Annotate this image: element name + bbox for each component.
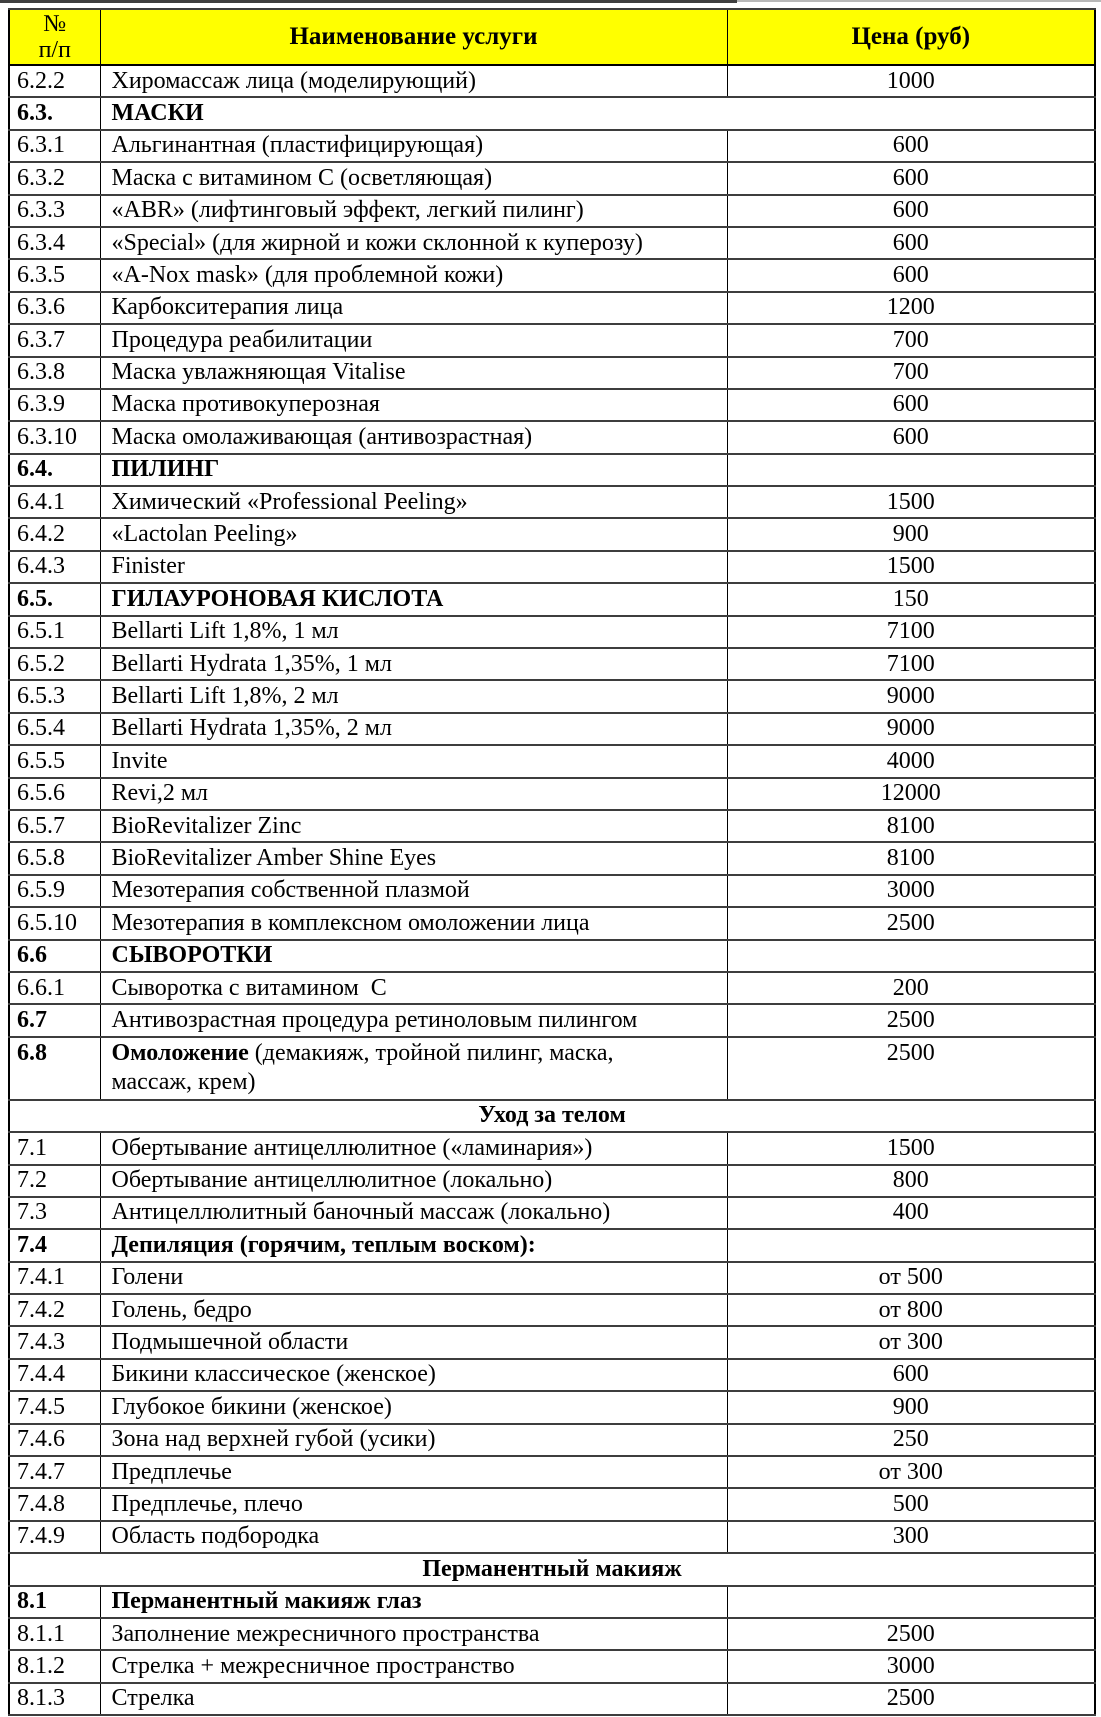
table-row	[9, 1229, 1095, 1261]
table-row	[9, 778, 1095, 810]
table-row	[9, 1037, 1095, 1100]
table-row	[9, 1618, 1095, 1650]
table-row	[9, 1004, 1095, 1036]
row-number-cell: 6.6	[9, 940, 100, 972]
price-cell: 300	[727, 1521, 1095, 1553]
price-cell: 1000	[727, 65, 1095, 97]
service-name-cell: Зона над верхней губой (усики)	[100, 1424, 727, 1456]
price-cell	[727, 940, 1095, 972]
row-number-cell: 6.3.1	[9, 130, 100, 162]
service-name-cell: Revi,2 мл	[100, 778, 727, 810]
price-cell: 200	[727, 972, 1095, 1004]
price-cell: 600	[727, 259, 1095, 291]
row-number-cell: 7.4.6	[9, 1424, 100, 1456]
table-row	[9, 1132, 1095, 1164]
price-cell: 7100	[727, 616, 1095, 648]
service-name-cell: Маска с витамином С (осветляющая)	[100, 162, 727, 194]
table-row	[9, 292, 1095, 324]
price-table	[8, 8, 1096, 1716]
row-number-cell: 6.3.5	[9, 259, 100, 291]
service-name-cell: Bellarti Hydrata 1,35%, 1 мл	[100, 648, 727, 680]
service-name-cell: Мезотерапия собственной плазмой	[100, 875, 727, 907]
table-row	[9, 1586, 1095, 1618]
table-row	[9, 259, 1095, 291]
row-number-cell: 6.3.4	[9, 227, 100, 259]
price-table-body	[9, 65, 1095, 1715]
row-number-cell: 6.5.9	[9, 875, 100, 907]
service-name-cell: Голень, бедро	[100, 1294, 727, 1326]
price-cell: 8100	[727, 810, 1095, 842]
table-row	[9, 130, 1095, 162]
price-cell: 2500	[727, 1683, 1095, 1715]
service-name-cell: Стрелка + межресничное пространство	[100, 1650, 727, 1682]
service-name-cell: Маска омолаживающая (антивозрастная)	[100, 421, 727, 453]
row-number-cell: 8.1.3	[9, 1683, 100, 1715]
price-cell: 9000	[727, 713, 1095, 745]
table-row	[9, 1326, 1095, 1358]
table-row	[9, 227, 1095, 259]
row-number-cell: 7.2	[9, 1165, 100, 1197]
service-name-cell: Альгинантная (пластифицирующая)	[100, 130, 727, 162]
table-row	[9, 357, 1095, 389]
service-name-cell: ГИЛАУРОНОВАЯ КИСЛОТА	[100, 583, 727, 615]
row-number-cell: 8.1.1	[9, 1618, 100, 1650]
service-name-cell: BioRevitalizer Zinc	[100, 810, 727, 842]
row-number-cell: 6.3.2	[9, 162, 100, 194]
row-number-cell: 6.3.6	[9, 292, 100, 324]
row-number-cell: 7.4.4	[9, 1359, 100, 1391]
service-name-cell: Глубокое бикини (женское)	[100, 1391, 727, 1423]
header-cell-price: Цена (руб)	[727, 9, 1095, 65]
row-number-cell: 6.4.1	[9, 486, 100, 518]
service-name-cell: Депиляция (горячим, теплым воском):	[100, 1229, 727, 1261]
price-cell: 7100	[727, 648, 1095, 680]
service-name-cell: Стрелка	[100, 1683, 727, 1715]
price-cell: 1500	[727, 551, 1095, 583]
price-cell: от 300	[727, 1326, 1095, 1358]
header-number-line1: №	[43, 10, 67, 37]
price-cell: 900	[727, 1391, 1095, 1423]
service-name-cell: Bellarti Lift 1,8%, 1 мл	[100, 616, 727, 648]
cropped-previous-row-border	[0, 0, 737, 3]
price-cell: 2500	[727, 1037, 1095, 1100]
service-name-cell: Предплечье	[100, 1456, 727, 1488]
price-cell: 600	[727, 1359, 1095, 1391]
service-name-cell: Bellarti Hydrata 1,35%, 2 мл	[100, 713, 727, 745]
service-name-cell: ПИЛИНГ	[100, 454, 727, 486]
table-row	[9, 972, 1095, 1004]
row-number-cell: 6.7	[9, 1004, 100, 1036]
section-band-row	[9, 1100, 1095, 1132]
table-row	[9, 875, 1095, 907]
service-name-cell: Перманентный макияж глаз	[100, 1586, 727, 1618]
price-cell: 12000	[727, 778, 1095, 810]
table-row	[9, 162, 1095, 194]
row-number-cell: 7.4.2	[9, 1294, 100, 1326]
service-name-cell: Омоложение (демакияж, тройной пилинг, маска, массаж, крем)	[100, 1037, 727, 1100]
price-cell: 250	[727, 1424, 1095, 1456]
price-cell: 9000	[727, 680, 1095, 712]
table-row	[9, 65, 1095, 97]
table-row	[9, 648, 1095, 680]
header-cell-number	[9, 9, 100, 65]
row-number-cell: 7.4	[9, 1229, 100, 1261]
price-cell: 2500	[727, 1004, 1095, 1036]
service-name-cell: Мезотерапия в комплексном омоложении лица	[100, 907, 727, 939]
row-number-cell: 6.3.9	[9, 389, 100, 421]
service-name-cell: Маска противокуперозная	[100, 389, 727, 421]
row-number-cell: 7.1	[9, 1132, 100, 1164]
table-row	[9, 1424, 1095, 1456]
row-number-cell: 6.5.4	[9, 713, 100, 745]
row-number-cell: 6.5.10	[9, 907, 100, 939]
table-row	[9, 518, 1095, 550]
price-cell: 8100	[727, 842, 1095, 874]
section-band-title: Уход за телом	[9, 1100, 1095, 1132]
table-row	[9, 1294, 1095, 1326]
table-row	[9, 616, 1095, 648]
table-row	[9, 810, 1095, 842]
row-number-cell: 8.1	[9, 1586, 100, 1618]
row-number-cell: 6.5.7	[9, 810, 100, 842]
service-name-cell: Голени	[100, 1262, 727, 1294]
service-name-cell: «Special» (для жирной и кожи склонной к куперозу)	[100, 227, 727, 259]
service-name-cell: Маска увлажняющая Vitalise	[100, 357, 727, 389]
service-name-cell: Подмышечной области	[100, 1326, 727, 1358]
row-number-cell: 6.5.5	[9, 745, 100, 777]
price-cell: 2500	[727, 1618, 1095, 1650]
service-name-cell: Предплечье, плечо	[100, 1488, 727, 1520]
row-number-cell: 7.4.9	[9, 1521, 100, 1553]
table-row	[9, 940, 1095, 972]
service-name-cell: Обертывание антицеллюлитное («ламинария»)	[100, 1132, 727, 1164]
table-row	[9, 1650, 1095, 1682]
row-number-cell: 6.2.2	[9, 65, 100, 97]
service-name-cell: Антивозрастная процедура ретиноловым пилингом	[100, 1004, 727, 1036]
price-cell	[727, 1586, 1095, 1618]
table-row	[9, 842, 1095, 874]
price-cell: 1500	[727, 1132, 1095, 1164]
table-row	[9, 1359, 1095, 1391]
row-number-cell: 6.3.7	[9, 324, 100, 356]
table-row	[9, 1165, 1095, 1197]
header-row	[9, 9, 1095, 65]
service-name-cell: Bellarti Lift 1,8%, 2 мл	[100, 680, 727, 712]
service-name-cell: Химический «Professional Peeling»	[100, 486, 727, 518]
row-number-cell: 6.5.3	[9, 680, 100, 712]
row-number-cell: 8.1.2	[9, 1650, 100, 1682]
service-name-cell: «Lactolan Peeling»	[100, 518, 727, 550]
price-cell: 700	[727, 357, 1095, 389]
service-name-cell: Invite	[100, 745, 727, 777]
price-table-header	[9, 9, 1095, 65]
row-number-cell: 7.4.1	[9, 1262, 100, 1294]
service-name-cell: Finister	[100, 551, 727, 583]
service-name-cell: Карбокситерапия лица	[100, 292, 727, 324]
table-row	[9, 1456, 1095, 1488]
table-row	[9, 421, 1095, 453]
header-cell-service-name: Наименование услуги	[100, 9, 727, 65]
table-row	[9, 324, 1095, 356]
price-cell: 1200	[727, 292, 1095, 324]
table-row	[9, 389, 1095, 421]
price-cell: 400	[727, 1197, 1095, 1229]
table-row	[9, 680, 1095, 712]
service-name-cell: Сыворотка с витамином С	[100, 972, 727, 1004]
service-name-cell: «A-Nox mask» (для проблемной кожи)	[100, 259, 727, 291]
table-row	[9, 486, 1095, 518]
service-name-cell: Хиромассаж лица (моделирующий)	[100, 65, 727, 97]
price-cell: 600	[727, 162, 1095, 194]
row-number-cell: 6.5.	[9, 583, 100, 615]
row-number-cell: 6.6.1	[9, 972, 100, 1004]
table-row	[9, 1683, 1095, 1715]
service-name-cell: Область подбородка	[100, 1521, 727, 1553]
price-cell: 600	[727, 389, 1095, 421]
row-number-cell: 6.5.6	[9, 778, 100, 810]
row-number-cell: 6.5.8	[9, 842, 100, 874]
service-name-cell: Обертывание антицеллюлитное (локально)	[100, 1165, 727, 1197]
table-row	[9, 713, 1095, 745]
table-row	[9, 1391, 1095, 1423]
price-cell	[727, 1229, 1095, 1261]
price-cell: 3000	[727, 875, 1095, 907]
service-name-cell: Антицеллюлитный баночный массаж (локально)	[100, 1197, 727, 1229]
price-cell: 700	[727, 324, 1095, 356]
row-number-cell: 6.3.8	[9, 357, 100, 389]
table-row	[9, 583, 1095, 615]
price-cell: от 300	[727, 1456, 1095, 1488]
service-name-cell: МАСКИ	[100, 97, 1095, 129]
row-number-cell: 6.3.3	[9, 195, 100, 227]
service-name-cell: СЫВОРОТКИ	[100, 940, 727, 972]
price-cell: 600	[727, 130, 1095, 162]
table-row	[9, 195, 1095, 227]
table-row	[9, 1488, 1095, 1520]
service-name-cell: «ABR» (лифтинговый эффект, легкий пилинг)	[100, 195, 727, 227]
price-cell: 500	[727, 1488, 1095, 1520]
price-cell: от 500	[727, 1262, 1095, 1294]
section-band-title: Перманентный макияж	[9, 1553, 1095, 1585]
service-name-cell: Процедура реабилитации	[100, 324, 727, 356]
table-row	[9, 1197, 1095, 1229]
row-number-cell: 7.3	[9, 1197, 100, 1229]
service-name-cell: Заполнение межресничного пространства	[100, 1618, 727, 1650]
cropped-previous-row-border-light	[737, 0, 1101, 2]
price-cell: 4000	[727, 745, 1095, 777]
row-number-cell: 7.4.3	[9, 1326, 100, 1358]
row-number-cell: 7.4.5	[9, 1391, 100, 1423]
service-name-cell: Бикини классическое (женское)	[100, 1359, 727, 1391]
price-cell: 2500	[727, 907, 1095, 939]
price-cell: 600	[727, 195, 1095, 227]
table-row	[9, 97, 1095, 129]
row-number-cell: 6.3.10	[9, 421, 100, 453]
price-cell: 800	[727, 1165, 1095, 1197]
price-cell: 600	[727, 227, 1095, 259]
row-number-cell: 7.4.7	[9, 1456, 100, 1488]
price-cell: 900	[727, 518, 1095, 550]
table-row	[9, 1262, 1095, 1294]
table-row	[9, 454, 1095, 486]
row-number-cell: 6.3.	[9, 97, 100, 129]
row-number-cell: 7.4.8	[9, 1488, 100, 1520]
table-row	[9, 745, 1095, 777]
table-row	[9, 907, 1095, 939]
section-band-row	[9, 1553, 1095, 1585]
row-number-cell: 6.5.2	[9, 648, 100, 680]
price-cell: 150	[727, 583, 1095, 615]
price-cell: 3000	[727, 1650, 1095, 1682]
price-cell: 1500	[727, 486, 1095, 518]
row-number-cell: 6.4.2	[9, 518, 100, 550]
price-cell	[727, 454, 1095, 486]
header-number-line2: п/п	[38, 37, 71, 63]
price-cell: 600	[727, 421, 1095, 453]
table-row	[9, 551, 1095, 583]
price-cell: от 800	[727, 1294, 1095, 1326]
row-number-cell: 6.8	[9, 1037, 100, 1100]
table-row	[9, 1521, 1095, 1553]
service-name-cell: BioRevitalizer Amber Shine Eyes	[100, 842, 727, 874]
row-number-cell: 6.4.3	[9, 551, 100, 583]
row-number-cell: 6.5.1	[9, 616, 100, 648]
row-number-cell: 6.4.	[9, 454, 100, 486]
